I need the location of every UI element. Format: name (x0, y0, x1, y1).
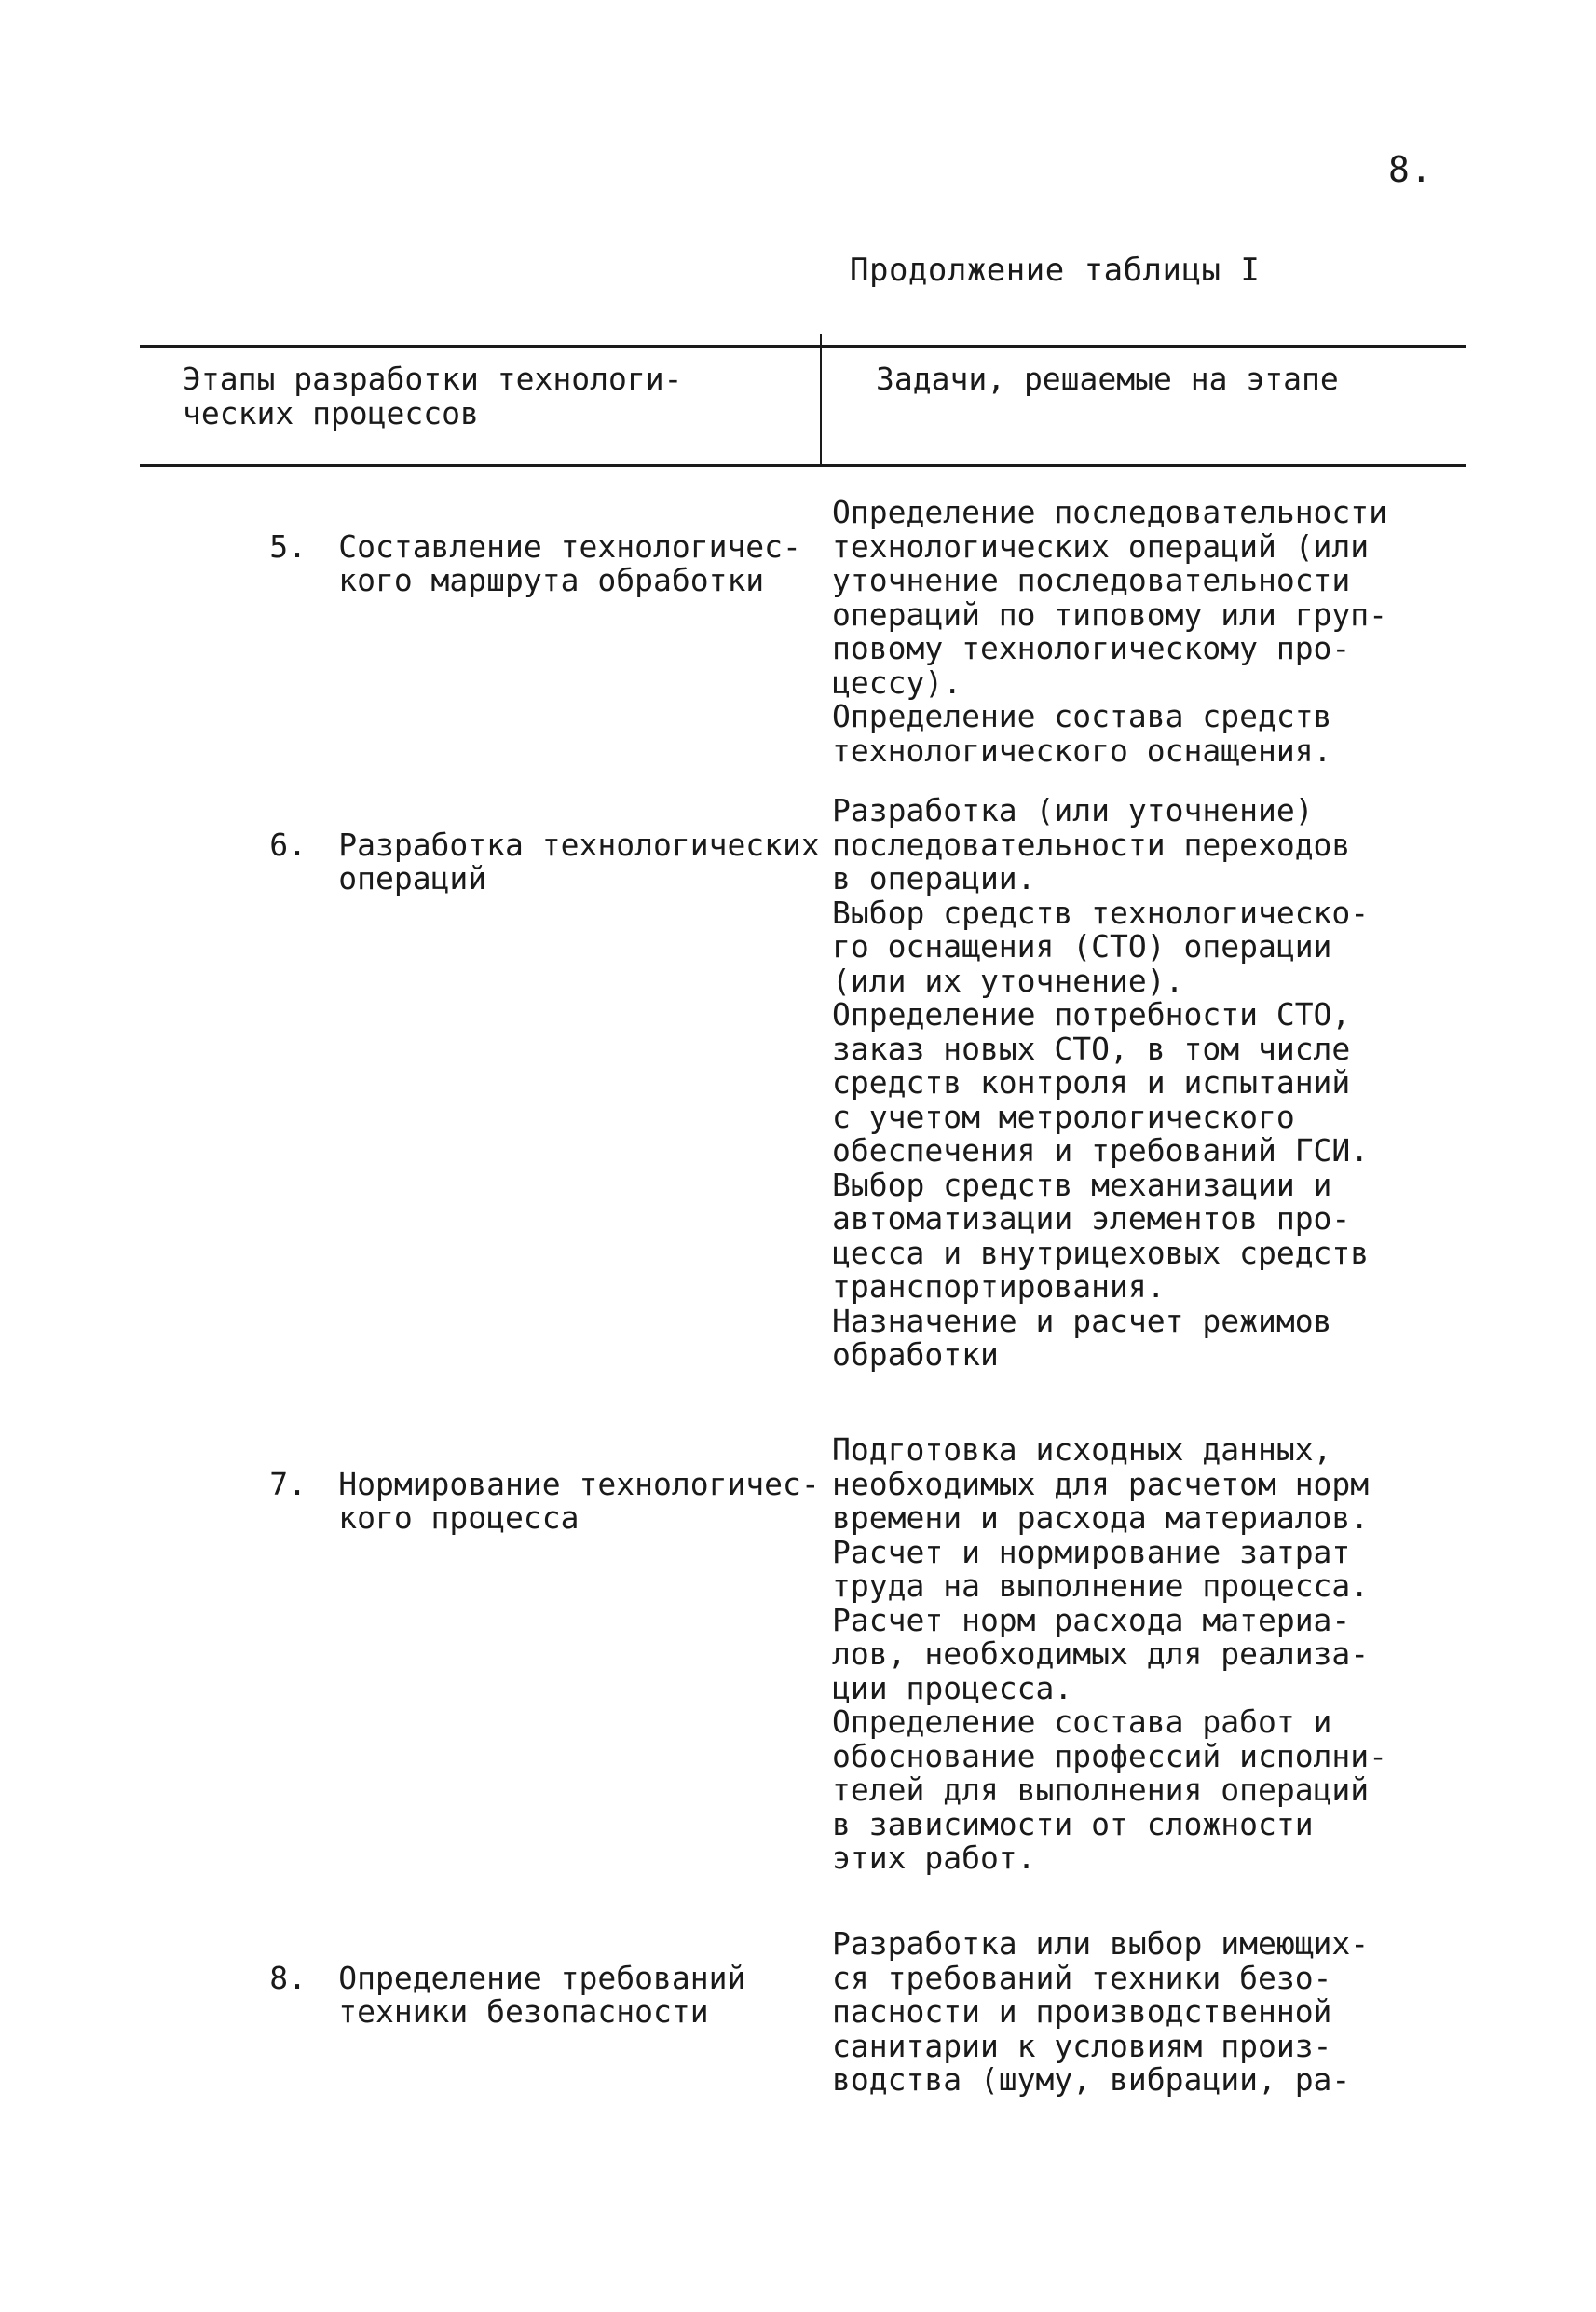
header-tasks: Задачи, решаемые на этапе (876, 361, 1339, 397)
stage-text: Разработка технологических операций (338, 826, 820, 896)
stage-text: Составление технологичес- кого маршрута обработки (338, 527, 801, 598)
tasks-cell: Подготовка исходных данных, необходимых для расчетом норм времени и расхода материалов. Расчет и нормирование затрат труда на выполнение процесса. Расчет норм расхода материа- лов, необходимых для реализа- ции процесса. Определение состава работ и обоснование профессий исполни- телей для выполнения операций в зависимости от сложности этих работ. (832, 1431, 1388, 1876)
stage-text: Определение требований техники безопасности (338, 1959, 746, 2030)
stage-cell (158, 496, 801, 632)
stage-cell (158, 1433, 820, 1569)
table-header-separator (820, 334, 822, 466)
table-caption: Продолжение таблицы I (850, 252, 1261, 289)
stage-number: 5. (269, 527, 307, 565)
tasks-cell: Определение последовательности технологических операций (или уточнение последовательности операций по типовому или груп- повому технологическому про- цессу). Определение состава средств технологического оснащения. (832, 494, 1388, 769)
tasks-cell: Разработка или выбор имеющих- ся требований техники безо- пасности и производственной санитарии к условиям произ- водства (шуму, вибрации, ра- (832, 1925, 1370, 2098)
table-top-rule (140, 345, 1466, 348)
header-stage: Этапы разработки технологи- ческих процессов (183, 361, 683, 431)
stage-number: 8. (269, 1959, 307, 1996)
stage-text: Нормирование технологичес- кого процесса (338, 1465, 820, 1536)
stage-cell (158, 1927, 745, 2063)
page-number: 8. (1388, 149, 1433, 190)
stage-number: 6. (269, 826, 307, 863)
stage-number: 7. (269, 1465, 307, 1502)
table-header-rule (140, 464, 1466, 467)
stage-cell (158, 794, 820, 930)
tasks-cell: Разработка (или уточнение) последовательности переходов в операции. Выбор средств технологическо- го оснащения (СТО) операции (или их уточнение). Определение потребности СТО, заказ новых СТО, в том числе средств контроля и испытаний с учетом метрологического обеспечения и требований ГСИ. Выбор средств механизации и автоматизации элементов про- цесса и внутрицеховых средств транспортирования. Назначение и расчет режимов обработки (832, 792, 1370, 1373)
